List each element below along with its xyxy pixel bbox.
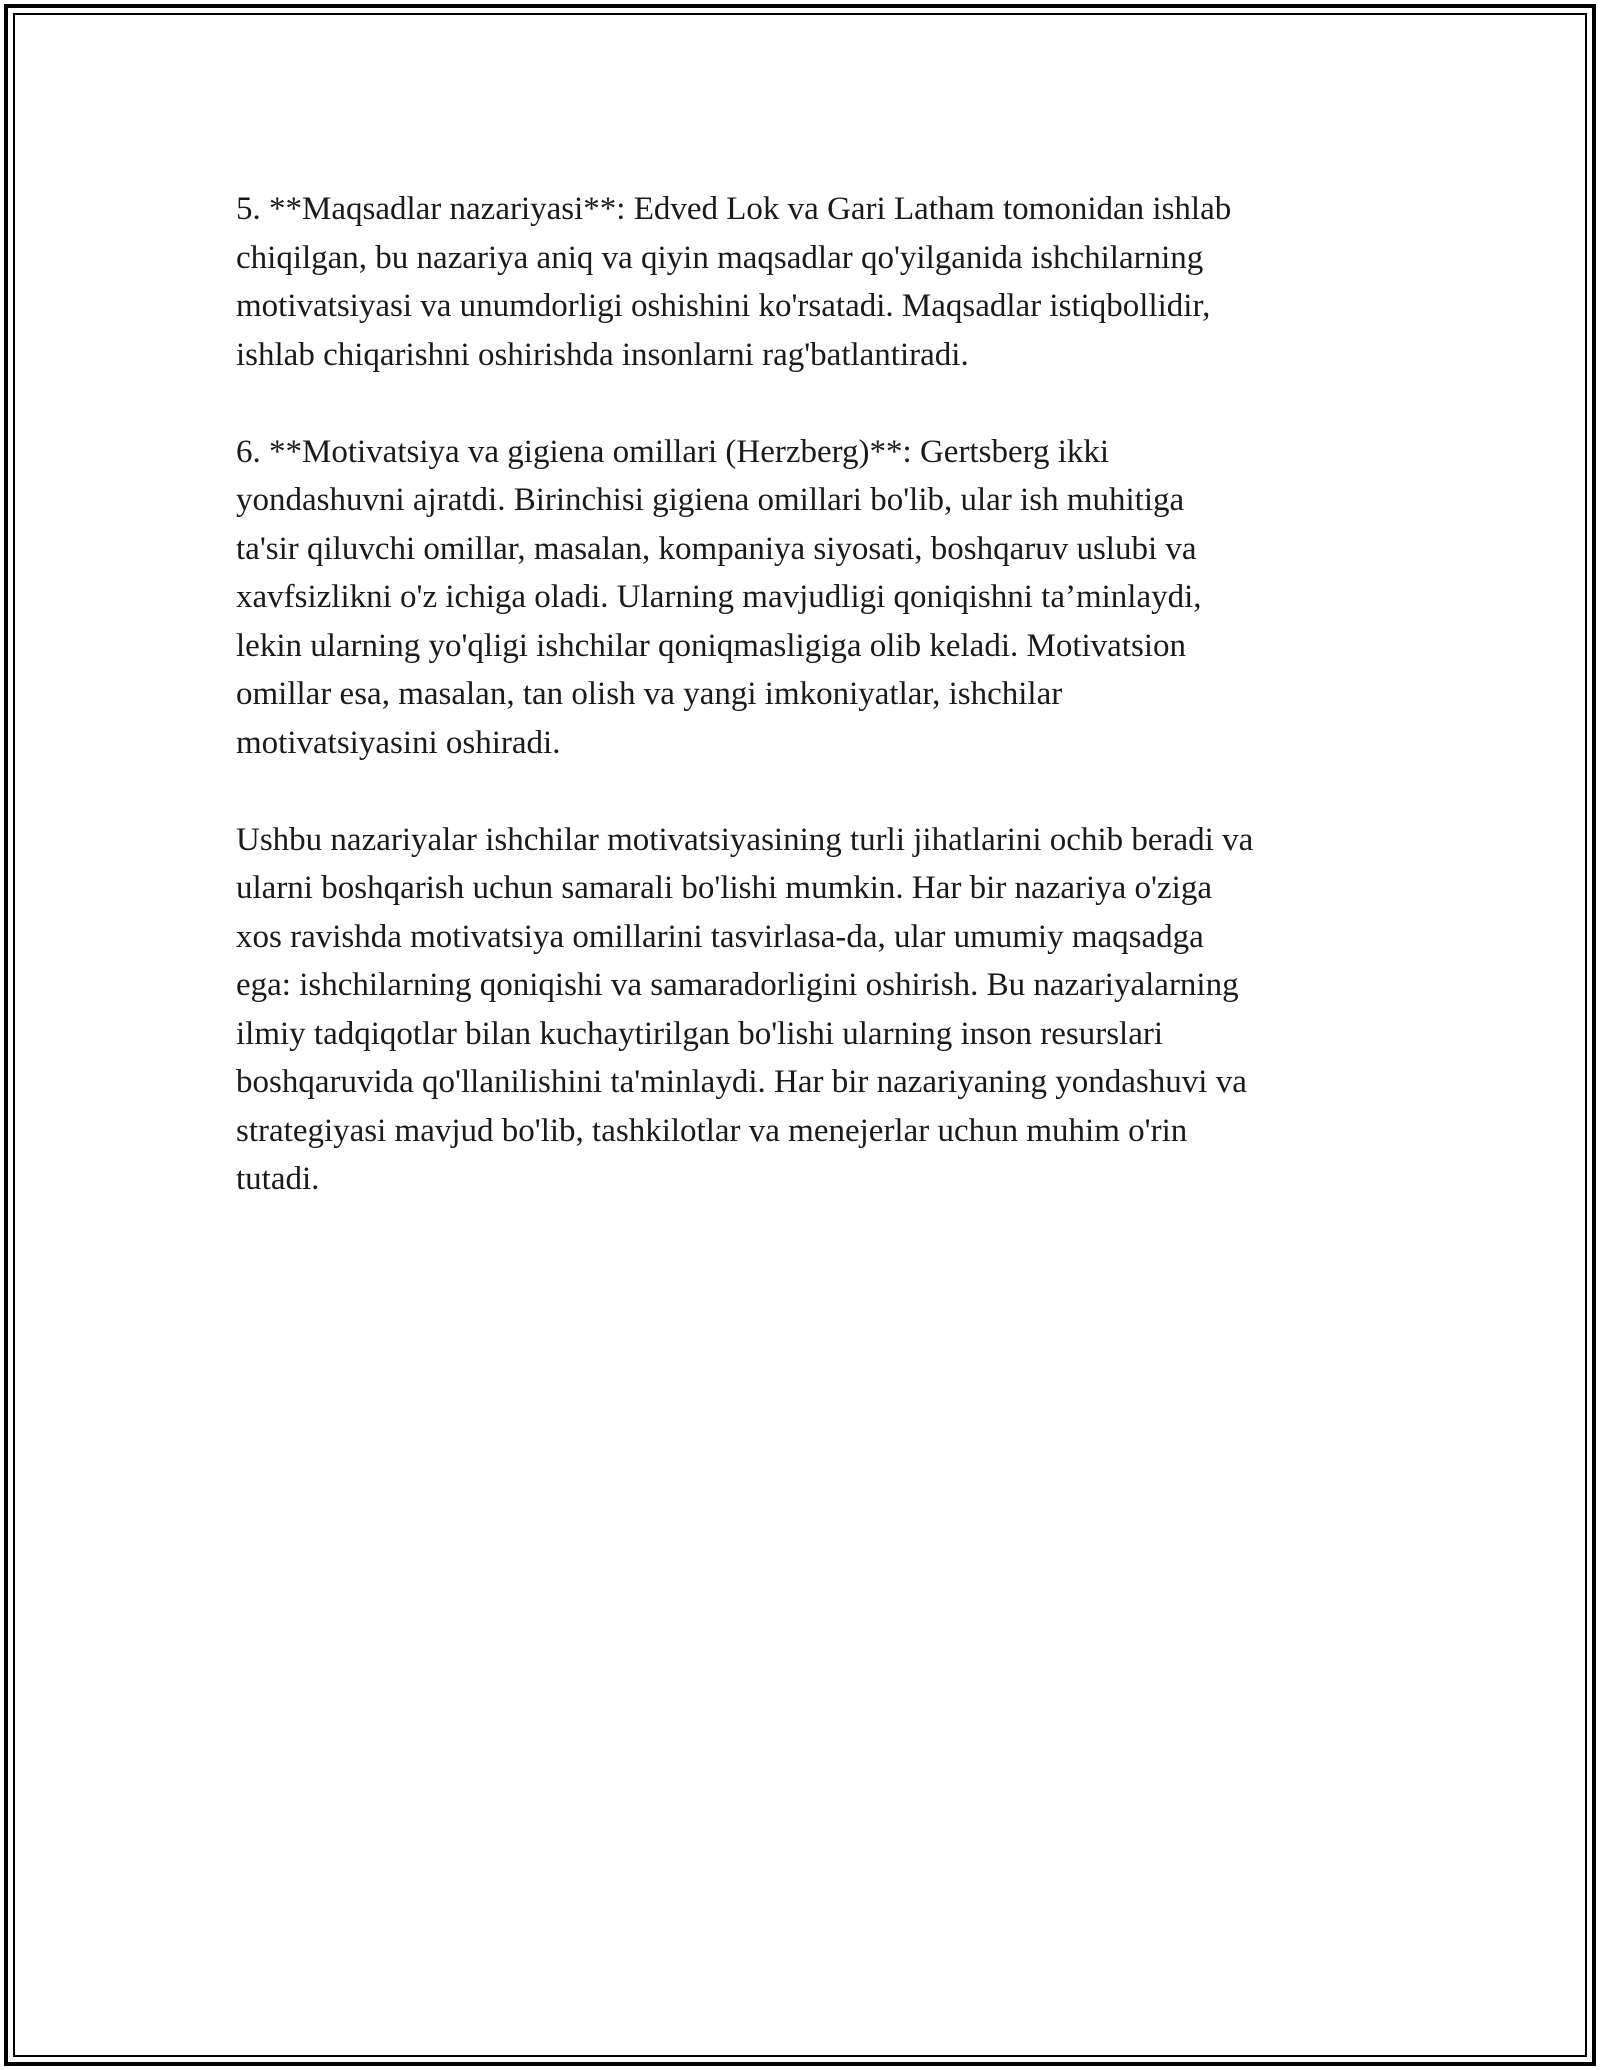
paragraph-herzberg-theory: 6. **Motivatsiya va gigiena omillari (Herzberg)**: Gertsberg ikki yondashuvni ajratdi. Birinchisi gigiena omillari bo'lib, ular ish muhitiga ta'sir qiluvchi omillar, masalan, kompaniya siyosati, boshqaruv uslubi va xavfsizlikni o'z ichiga oladi. Ularning mavjudligi qoniqishni ta’minlaydi, lekin ularning yo'qligi ishchilar qoniqmasligiga olib keladi. Motivatsion omillar esa, masalan, tan olish va yangi imkoniyatlar, ishchilar motivatsiyasini oshiradi. bbox=[236, 433, 1202, 761]
paragraph-goal-theory: 5. **Maqsadlar nazariyasi**: Edved Lok va Gari Latham tomonidan ishlab chiqilgan, bu nazariya aniq va qiyin maqsadlar qo'yilganida ishchilarning motivatsiyasi va unumdorligi oshishini ko'rsatadi. Maqsadlar istiqbollidir, ishlab chiqarishni oshirishda insonlarni rag'batlantiradi. bbox=[236, 191, 1232, 373]
paragraph-conclusion: Ushbu nazariyalar ishchilar motivatsiyasining turli jihatlarini ochib beradi va ularni boshqarish uchun samarali bo'lishi mumkin. Har bir nazariya o'ziga xos ravishda motivatsiya omillarini tasvirlasa-da, ular umumiy maqsadga ega: ishchilarning qoniqishi va samaradorligini oshirish. Bu nazariyalarning ilmiy tadqiqotlar bilan kuchaytirilgan bo'lishi ularning inson resurslari boshqaruvida qo'llanilishini ta'minlaydi. Har bir nazariyaning yondashuvi va strategiyasi mavjud bo'lib, tashkilotlar va menejerlar uchun muhim o'rin tutadi. bbox=[236, 821, 1254, 1197]
document-body bbox=[236, 185, 1376, 1252]
